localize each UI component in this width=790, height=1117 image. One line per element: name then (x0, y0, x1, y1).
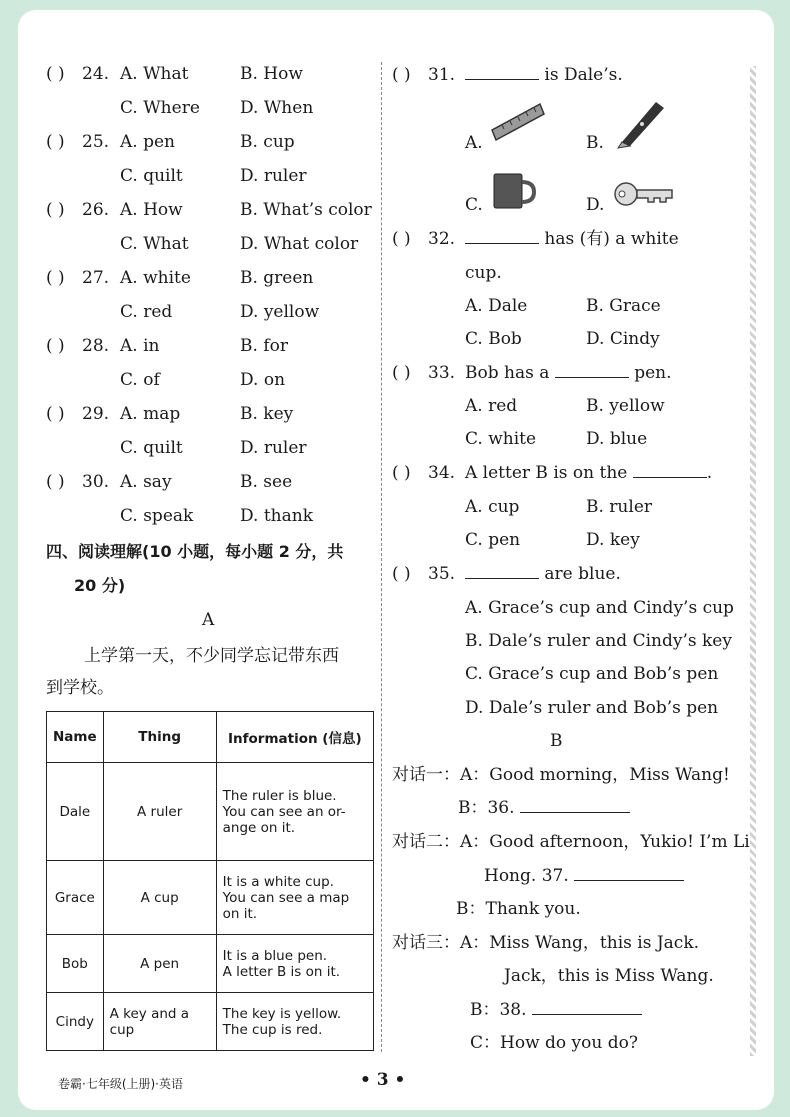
question-paren: ( ) (46, 132, 65, 152)
question-number: 27. (82, 268, 110, 288)
table-row (47, 763, 374, 861)
table-row (47, 935, 374, 993)
info-line: ange on it. (222, 819, 296, 836)
q31-stem: is Dale’s. (465, 64, 623, 86)
dialogue3-line4: C：How do you do? (470, 1033, 638, 1053)
intro-text: 上学第一天，不少同学忘记带东西 (84, 646, 339, 666)
section-title: 四、阅读理解(10 小题，每小题 2 分，共 (46, 542, 344, 561)
dialogue3-line1: 对话三：A：Miss Wang，this is Jack. (392, 933, 700, 953)
q34-stem: A letter B is on the . (465, 463, 713, 483)
q33-stem: Bob has a pen. (465, 363, 672, 383)
q35-paren: ( ) (392, 564, 411, 584)
question-paren: ( ) (46, 200, 65, 220)
question-number: 26. (82, 200, 110, 220)
table-header-row (47, 712, 374, 763)
q31-paren: ( ) (392, 65, 411, 85)
column-divider (381, 62, 382, 1052)
footer-book-title: 卷霸·七年级(上册)·英语 (58, 1077, 183, 1091)
answer-blank[interactable] (465, 65, 539, 80)
option-a: A. in (120, 336, 160, 356)
q35-option-d: D. Dale’s ruler and Bob’s pen (465, 698, 719, 718)
cell-info (216, 993, 373, 1051)
q34-option-b: B. ruler (586, 497, 652, 517)
q32-option-c: C. Bob (465, 329, 522, 349)
table-row (47, 993, 374, 1051)
cell-name: Bob (47, 935, 104, 993)
pen-icon (612, 96, 668, 152)
question-paren: ( ) (46, 404, 65, 424)
q33-paren: ( ) (392, 363, 411, 383)
option-b: B. see (240, 472, 293, 492)
option-d: D. ruler (240, 438, 307, 458)
q32-stem: has (有) a white (465, 228, 679, 250)
option-a: A. How (120, 200, 183, 220)
option-d: D. ruler (240, 166, 307, 186)
answer-blank[interactable] (532, 1000, 642, 1015)
section-title-cont: 20 分) (74, 576, 126, 595)
question-paren: ( ) (46, 268, 65, 288)
cup-icon (490, 170, 538, 212)
option-b: B. How (240, 64, 303, 84)
q33-option-c: C. white (465, 429, 537, 449)
option-c: C. quilt (120, 438, 183, 458)
answer-blank[interactable] (520, 798, 630, 813)
q33-option-a: A. red (465, 396, 518, 416)
answer-blank[interactable] (465, 564, 539, 579)
option-c: C. red (120, 302, 173, 322)
question-number: 24. (82, 64, 110, 84)
option-d: D. What color (240, 234, 359, 254)
option-b: B. key (240, 404, 294, 424)
question-number: 28. (82, 336, 110, 356)
dialogue1-line1: 对话一：A：Good morning，Miss Wang! (392, 765, 730, 785)
cell-thing: A ruler (103, 763, 216, 861)
cell-name: Grace (47, 861, 104, 935)
part-b-label: B (550, 731, 563, 751)
q35-option-b: B. Dale’s ruler and Cindy’s key (465, 631, 732, 651)
part-a-label: A (202, 610, 215, 630)
info-line: The key is yellow. (222, 1005, 342, 1022)
answer-blank[interactable] (574, 866, 684, 881)
option-b: B. What’s color (240, 200, 372, 220)
q31-option-c-label: C. (465, 195, 483, 215)
info-line: It is a blue pen. (222, 947, 328, 964)
q32-option-d: D. Cindy (586, 329, 660, 349)
dialogue2-line1: 对话二：A：Good afternoon，Yukio! I’m Li (392, 832, 750, 852)
option-c: C. Where (120, 98, 200, 118)
q32-number: 32. (428, 229, 456, 249)
header-information: Information (信息) (216, 712, 373, 763)
dialogue3-line2: Jack，this is Miss Wang. (504, 966, 714, 986)
q32-stem-cont: cup. (465, 263, 502, 283)
q31-option-a-label: A. (465, 133, 483, 153)
q32-option-a: A. Dale (465, 296, 528, 316)
q34-number: 34. (428, 463, 456, 483)
intro-text-cont: 到学校。 (46, 678, 114, 698)
info-line: The ruler is blue. (222, 787, 337, 804)
option-b: B. cup (240, 132, 295, 152)
q34-option-a: A. cup (465, 497, 520, 517)
option-d: D. thank (240, 506, 313, 526)
question-number: 30. (82, 472, 110, 492)
option-a: A. pen (120, 132, 175, 152)
option-d: D. yellow (240, 302, 320, 322)
q31-option-d-label: D. (586, 195, 605, 215)
option-a: A. white (120, 268, 191, 288)
question-paren: ( ) (46, 336, 65, 356)
cell-info (216, 861, 373, 935)
question-number: 25. (82, 132, 110, 152)
option-a: A. What (120, 64, 189, 84)
question-paren: ( ) (46, 472, 65, 492)
cell-name: Cindy (47, 993, 104, 1051)
answer-blank[interactable] (465, 229, 539, 244)
q33-option-d: D. blue (586, 429, 648, 449)
q35-stem: are blue. (465, 563, 621, 585)
question-paren: ( ) (46, 64, 65, 84)
option-c: C. quilt (120, 166, 183, 186)
dialogue1-line2: B：36. (458, 797, 630, 819)
q34-option-c: C. pen (465, 530, 521, 550)
info-line: A letter B is on it. (222, 963, 341, 980)
cell-thing: A key and a cup (103, 993, 216, 1051)
q31-option-b-label: B. (586, 133, 604, 153)
binding-edge (750, 66, 756, 1056)
q33-option-b: B. yellow (586, 396, 665, 416)
cell-thing: A cup (103, 861, 216, 935)
dialogue2-line2: Hong. 37. (484, 865, 684, 887)
info-line: You can see a map (222, 889, 350, 906)
info-line: You can see an or- (222, 803, 346, 820)
q35-option-c: C. Grace’s cup and Bob’s pen (465, 664, 719, 684)
option-c: C. of (120, 370, 160, 390)
cell-info (216, 935, 373, 993)
option-d: D. When (240, 98, 314, 118)
cell-info (216, 763, 373, 861)
key-icon (612, 178, 676, 210)
table-row (47, 861, 374, 935)
cell-name: Dale (47, 763, 104, 861)
option-a: A. map (120, 404, 181, 424)
option-d: D. on (240, 370, 286, 390)
option-a: A. say (120, 472, 172, 492)
page-number: • 3 • (360, 1070, 406, 1090)
header-name: Name (47, 712, 104, 763)
question-number: 29. (82, 404, 110, 424)
dialogue3-line3: B：38. (470, 999, 642, 1021)
q35-number: 35. (428, 564, 456, 584)
info-table (46, 711, 374, 1051)
option-c: C. speak (120, 506, 194, 526)
q34-paren: ( ) (392, 463, 411, 483)
header-thing: Thing (103, 712, 216, 763)
option-b: B. for (240, 336, 288, 356)
q35-option-a: A. Grace’s cup and Cindy’s cup (465, 598, 734, 618)
info-line: The cup is red. (222, 1021, 323, 1038)
info-line: It is a white cup. (222, 873, 334, 890)
answer-blank[interactable] (555, 363, 629, 378)
ruler-icon (490, 100, 546, 146)
info-line: on it. (222, 905, 258, 922)
answer-blank[interactable] (633, 463, 707, 478)
dialogue2-line3: B：Thank you. (456, 899, 581, 919)
cell-thing: A pen (103, 935, 216, 993)
q33-number: 33. (428, 363, 456, 383)
option-b: B. green (240, 268, 314, 288)
q31-number: 31. (428, 65, 456, 85)
q32-paren: ( ) (392, 229, 411, 249)
option-c: C. What (120, 234, 189, 254)
q34-option-d: D. key (586, 530, 640, 550)
q32-option-b: B. Grace (586, 296, 661, 316)
